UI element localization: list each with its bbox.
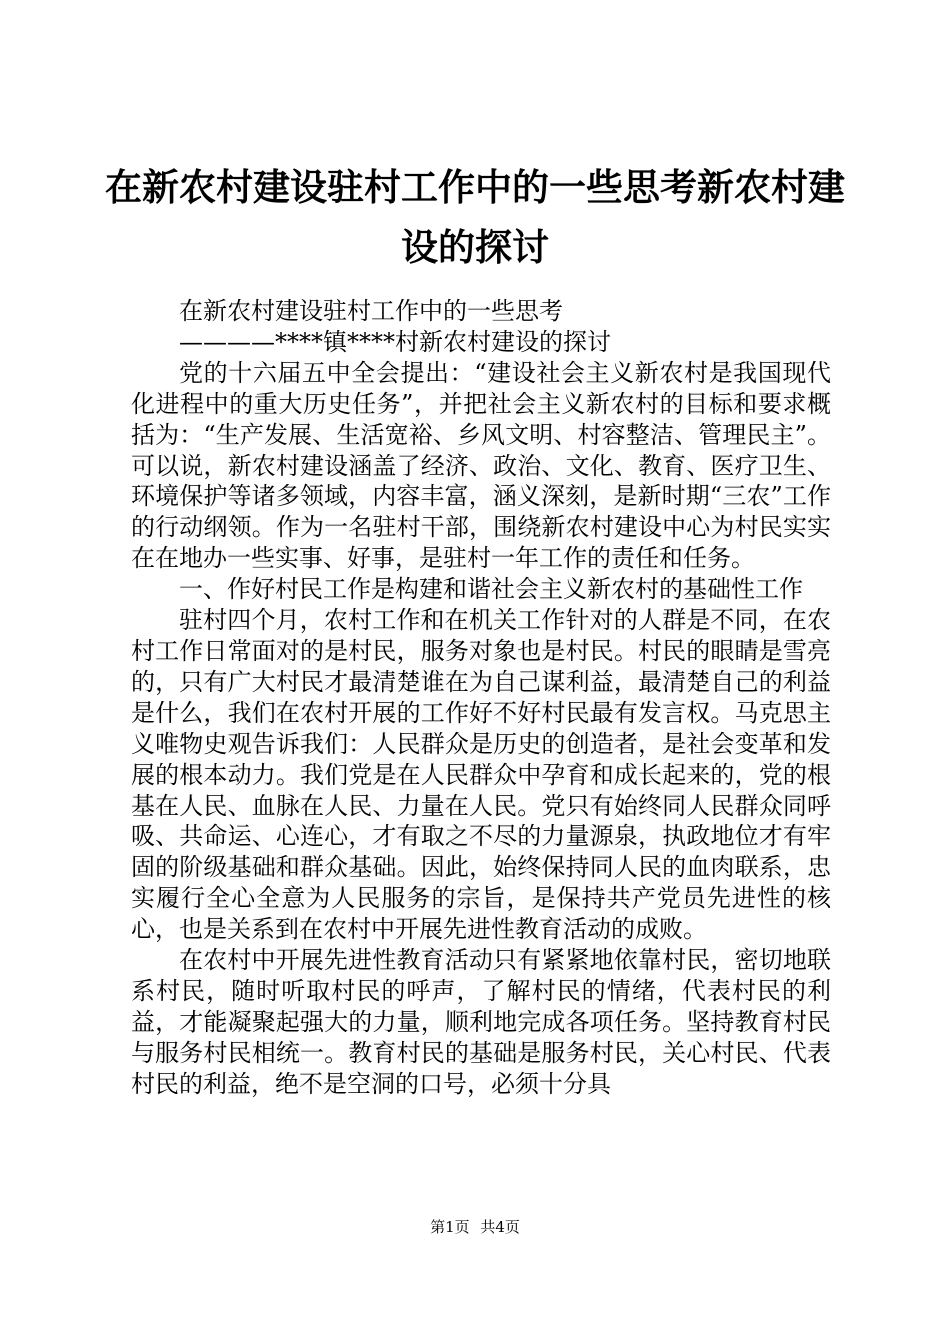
subtitle-byline: ————****镇****村新农村建设的探讨 (179, 327, 611, 356)
page-total: 共4页 (480, 1218, 520, 1236)
subtitle: 在新农村建设驻村工作中的一些思考 (179, 297, 563, 325)
page-number: 第1页 (430, 1218, 470, 1236)
document-title-line-1: 在新农村建设驻村工作中的一些思考新农村建 (105, 166, 845, 209)
document-title-line-2: 设的探讨 (401, 226, 549, 269)
paragraph-section-1: 驻村四个月，农村工作和在机关工作针对的人群是不同，在农村工作日常面对的是村民，服务对象也是村民。村民的眼睛是雪亮的，只有广大村民才最清楚谁在为自己谋利益，最清楚自己的利益是什么，我们在农村开展的工作好不好村民最有发言权。马克思主义唯物史观告诉我们：人民群众是历史的创造者，是社会变革和发展的根本动力。我们党是在人民群众中孕育和成长起来的，党的根基在人民、血脉在人民、力量在人民。党只有始终同人民群众同呼吸、共命运、心连心，才有取之不尽的力量源泉，执政地位才有牢固的阶级基础和群众基础。因此，始终保持同人民的血肉联系，忠实履行全心全意为人民服务的宗旨，是保持共产党员先进性的核心，也是关系到在农村中开展先进性教育活动的成败。 (131, 606, 831, 944)
section-heading-1: 一、作好村民工作是构建和谐社会主义新农村的基础性工作 (179, 575, 803, 604)
page-footer (0, 1217, 950, 1237)
paragraph-intro: 党的十六届五中全会提出：“建设社会主义新农村是我国现代化进程中的重大历史任务”，并把社会主义新农村的目标和要求概括为：“生产发展、生活宽裕、乡风文明、村容整洁、管理民主”。可以说，新农村建设涵盖了经济、政治、文化、教育、医疗卫生、环境保护等诸多领域，内容丰富，涵义深刻，是新时期“三农”工作的行动纲领。作为一名驻村干部，围绕新农村建设中心为村民实实在在地办一些实事、好事，是驻村一年工作的责任和任务。 (131, 358, 831, 573)
paragraph-section-1-continued: 在农村中开展先进性教育活动只有紧紧地依靠村民，密切地联系村民，随时听取村民的呼声，了解村民的情绪，代表村民的利益，才能凝聚起强大的力量，顺利地完成各项任务。坚持教育村民与服务村民相统一。教育村民的基础是服务村民，关心村民、代表村民的利益，绝不是空洞的口号，必须十分具 (131, 946, 831, 1098)
document-title (100, 158, 850, 278)
document-body (131, 296, 831, 1100)
